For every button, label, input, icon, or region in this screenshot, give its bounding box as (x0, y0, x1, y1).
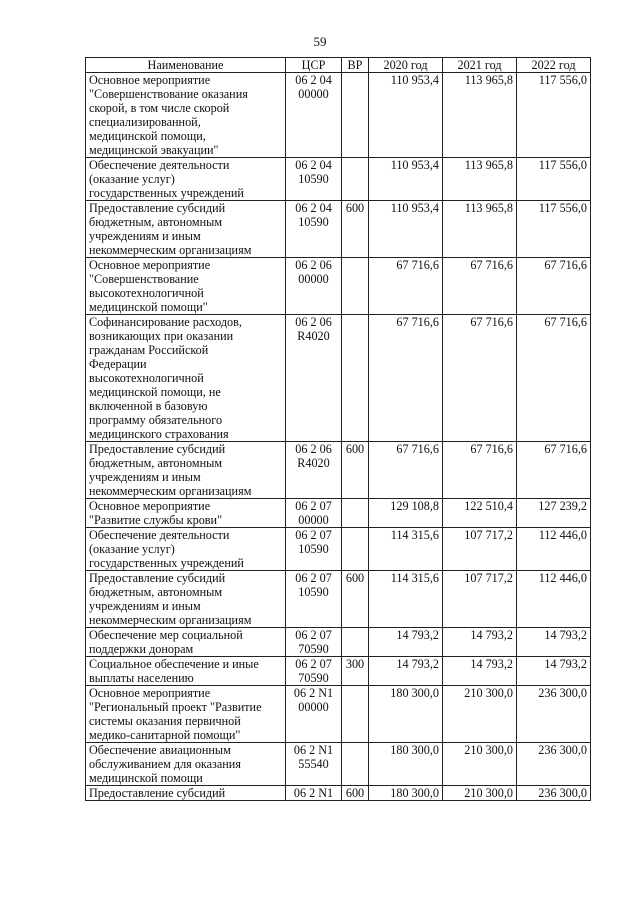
cell-csr (286, 258, 342, 315)
cell-name-line: (оказание услуг) (89, 172, 175, 186)
cell-csr (286, 158, 342, 201)
cell-name-line: медицинского страхования (89, 427, 229, 441)
cell-2021: 67 716,6 (443, 442, 517, 499)
cell-name (86, 528, 286, 571)
cell-name (86, 657, 286, 686)
table-row (86, 258, 591, 315)
cell-csr-line: 06 2 04 (295, 201, 332, 215)
cell-name-line: Основное мероприятие (89, 686, 211, 700)
cell-2020: 110 953,4 (369, 201, 443, 258)
cell-name-line: Обеспечение деятельности (89, 158, 230, 172)
cell-csr-line: 06 2 04 (295, 73, 332, 87)
cell-csr-line: 06 2 07 (295, 628, 332, 642)
cell-vr (342, 499, 369, 528)
header-name: Наименование (86, 58, 286, 73)
cell-2021: 107 717,2 (443, 528, 517, 571)
cell-name-line: бюджетным, автономным (89, 215, 223, 229)
cell-2022: 67 716,6 (517, 315, 591, 442)
table-row (86, 73, 591, 158)
cell-name-line: (оказание услуг) (89, 542, 175, 556)
table-row (86, 499, 591, 528)
cell-2020: 180 300,0 (369, 686, 443, 743)
cell-name-line: некоммерческим организациям (89, 613, 252, 627)
cell-name (86, 499, 286, 528)
cell-2022: 117 556,0 (517, 158, 591, 201)
cell-csr (286, 315, 342, 442)
cell-name-line: Софинансирование расходов, (89, 315, 242, 329)
cell-name-line: возникающих при оказании (89, 329, 234, 343)
cell-csr-line: 10590 (298, 172, 329, 186)
cell-name-line: включенной в базовую (89, 399, 208, 413)
cell-csr-line: 00000 (298, 700, 329, 714)
cell-2022: 117 556,0 (517, 73, 591, 158)
cell-csr-line: 70590 (298, 671, 329, 685)
cell-csr (286, 201, 342, 258)
cell-name (86, 201, 286, 258)
cell-name (86, 258, 286, 315)
table-row (86, 201, 591, 258)
cell-csr (286, 628, 342, 657)
table-row (86, 743, 591, 786)
cell-name-line: Социальное обеспечение и иные (89, 657, 259, 671)
cell-2022: 67 716,6 (517, 442, 591, 499)
cell-csr-line: 10590 (298, 585, 329, 599)
cell-vr: 600 (342, 442, 369, 499)
table-row (86, 686, 591, 743)
cell-csr-line: 06 2 06 (295, 315, 332, 329)
cell-csr (286, 73, 342, 158)
cell-name (86, 73, 286, 158)
cell-csr-line: 06 2 07 (295, 499, 332, 513)
cell-name-line: Предоставление субсидий (89, 201, 226, 215)
cell-2020: 67 716,6 (369, 315, 443, 442)
cell-2020: 110 953,4 (369, 158, 443, 201)
cell-csr-line: 06 2 07 (295, 657, 332, 671)
cell-name (86, 315, 286, 442)
page-number: 59 (313, 34, 327, 49)
cell-vr: 600 (342, 786, 369, 801)
cell-csr-line: 06 2 04 (295, 158, 332, 172)
cell-2021: 210 300,0 (443, 686, 517, 743)
cell-csr (286, 743, 342, 786)
cell-2022: 112 446,0 (517, 528, 591, 571)
cell-2022: 112 446,0 (517, 571, 591, 628)
cell-2021: 122 510,4 (443, 499, 517, 528)
cell-name-line: Федерации (89, 357, 147, 371)
cell-2022: 236 300,0 (517, 786, 591, 801)
cell-2020: 14 793,2 (369, 628, 443, 657)
cell-name-line: поддержки донорам (89, 642, 194, 656)
cell-2022: 67 716,6 (517, 258, 591, 315)
cell-2021: 67 716,6 (443, 258, 517, 315)
cell-name-line: некоммерческим организациям (89, 484, 252, 498)
header-csr: ЦСР (286, 58, 342, 73)
cell-2022: 14 793,2 (517, 628, 591, 657)
cell-2022: 117 556,0 (517, 201, 591, 258)
cell-name-line: обслуживанием для оказания (89, 757, 241, 771)
cell-2020: 180 300,0 (369, 786, 443, 801)
cell-csr-line: 55540 (298, 757, 329, 771)
cell-2021: 210 300,0 (443, 743, 517, 786)
cell-2021: 107 717,2 (443, 571, 517, 628)
cell-name (86, 786, 286, 801)
cell-2021: 113 965,8 (443, 158, 517, 201)
cell-vr (342, 528, 369, 571)
cell-name-line: медицинской эвакуации" (89, 143, 219, 157)
cell-2022: 127 239,2 (517, 499, 591, 528)
cell-name-line: Предоставление субсидий (89, 571, 226, 585)
table-row (86, 158, 591, 201)
header-2020: 2020 год (369, 58, 443, 73)
cell-vr (342, 686, 369, 743)
cell-vr: 300 (342, 657, 369, 686)
table-row (86, 786, 591, 801)
cell-vr: 600 (342, 201, 369, 258)
cell-csr (286, 657, 342, 686)
cell-csr-line: 06 2 N1 (293, 686, 334, 700)
cell-vr (342, 158, 369, 201)
cell-csr-line: 10590 (298, 215, 329, 229)
cell-csr-line: 10590 (298, 542, 329, 556)
cell-vr: 600 (342, 571, 369, 628)
cell-name-line: государственных учреждений (89, 556, 244, 570)
cell-name-line: учреждениям и иным (89, 470, 201, 484)
cell-name-line: скорой, в том числе скорой (89, 101, 230, 115)
cell-name-line: Предоставление субсидий (89, 786, 226, 800)
table-row (86, 657, 591, 686)
cell-name (86, 686, 286, 743)
table-row (86, 442, 591, 499)
cell-csr (286, 686, 342, 743)
cell-2020: 67 716,6 (369, 442, 443, 499)
cell-name-line: Обеспечение авиационным (89, 743, 231, 757)
cell-csr-line: 00000 (298, 87, 329, 101)
cell-name-line: Обеспечение мер социальной (89, 628, 243, 642)
cell-name-line: некоммерческим организациям (89, 243, 252, 257)
cell-2022: 236 300,0 (517, 743, 591, 786)
cell-vr (342, 743, 369, 786)
cell-2020: 114 315,6 (369, 571, 443, 628)
cell-csr-line: 06 2 07 (295, 528, 332, 542)
cell-csr-line: 06 2 07 (295, 571, 332, 585)
cell-name-line: высокотехнологичной (89, 371, 204, 385)
table-header-row (86, 58, 591, 73)
cell-name-line: учреждениям и иным (89, 229, 201, 243)
cell-name-line: "Совершенствование оказания (89, 87, 248, 101)
cell-vr (342, 315, 369, 442)
cell-2021: 113 965,8 (443, 73, 517, 158)
cell-name-line: гражданам Российской (89, 343, 209, 357)
cell-name (86, 743, 286, 786)
cell-2020: 114 315,6 (369, 528, 443, 571)
cell-2021: 14 793,2 (443, 628, 517, 657)
cell-name-line: Основное мероприятие (89, 499, 211, 513)
cell-name (86, 442, 286, 499)
cell-name-line: Обеспечение деятельности (89, 528, 230, 542)
cell-name-line: бюджетным, автономным (89, 456, 223, 470)
cell-vr (342, 73, 369, 158)
cell-name-line: бюджетным, автономным (89, 585, 223, 599)
cell-2020: 129 108,8 (369, 499, 443, 528)
cell-name-line: высокотехнологичной (89, 286, 204, 300)
cell-csr (286, 786, 342, 801)
cell-csr-line: 06 2 06 (295, 442, 332, 456)
cell-name-line: Предоставление субсидий (89, 442, 226, 456)
cell-csr-line: 06 2 N1 (293, 743, 334, 757)
cell-name (86, 571, 286, 628)
header-2022: 2022 год (517, 58, 591, 73)
cell-csr-line: 00000 (298, 272, 329, 286)
table-row (86, 528, 591, 571)
cell-2020: 180 300,0 (369, 743, 443, 786)
cell-2021: 210 300,0 (443, 786, 517, 801)
cell-2020: 110 953,4 (369, 73, 443, 158)
cell-name-line: государственных учреждений (89, 186, 244, 200)
budget-table (85, 57, 591, 801)
cell-csr-line: 06 2 N1 (293, 786, 334, 800)
cell-csr-line: 06 2 06 (295, 258, 332, 272)
cell-csr-line: R4020 (297, 456, 330, 470)
table-body (86, 73, 591, 801)
cell-name-line: Основное мероприятие (89, 73, 211, 87)
cell-name-line: учреждениям и иным (89, 599, 201, 613)
cell-name-line: "Развитие службы крови" (89, 513, 223, 527)
cell-csr (286, 571, 342, 628)
cell-csr (286, 499, 342, 528)
cell-name-line: системы оказания первичной (89, 714, 241, 728)
cell-2020: 67 716,6 (369, 258, 443, 315)
cell-csr (286, 442, 342, 499)
cell-vr (342, 258, 369, 315)
cell-name (86, 158, 286, 201)
cell-name (86, 628, 286, 657)
cell-2022: 236 300,0 (517, 686, 591, 743)
cell-2021: 67 716,6 (443, 315, 517, 442)
table-row (86, 571, 591, 628)
cell-name-line: специализированной, (89, 115, 201, 129)
cell-name-line: медицинской помощи (89, 771, 203, 785)
cell-csr (286, 528, 342, 571)
cell-2020: 14 793,2 (369, 657, 443, 686)
cell-csr-line: 70590 (298, 642, 329, 656)
cell-name-line: выплаты населению (89, 671, 194, 685)
header-vr: ВР (342, 58, 369, 73)
cell-name-line: Основное мероприятие (89, 258, 211, 272)
cell-name-line: "Совершенствование (89, 272, 199, 286)
cell-name-line: медицинской помощи" (89, 300, 208, 314)
cell-2021: 14 793,2 (443, 657, 517, 686)
cell-vr (342, 628, 369, 657)
cell-2022: 14 793,2 (517, 657, 591, 686)
cell-name-line: медико-санитарной помощи" (89, 728, 241, 742)
table-row (86, 628, 591, 657)
table-row (86, 315, 591, 442)
cell-csr-line: R4020 (297, 329, 330, 343)
cell-name-line: программу обязательного (89, 413, 223, 427)
cell-csr-line: 00000 (298, 513, 329, 527)
cell-name-line: "Региональный проект "Развитие (89, 700, 262, 714)
cell-name-line: медицинской помощи, (89, 129, 206, 143)
cell-name-line: медицинской помощи, не (89, 385, 221, 399)
cell-2021: 113 965,8 (443, 201, 517, 258)
header-2021: 2021 год (443, 58, 517, 73)
